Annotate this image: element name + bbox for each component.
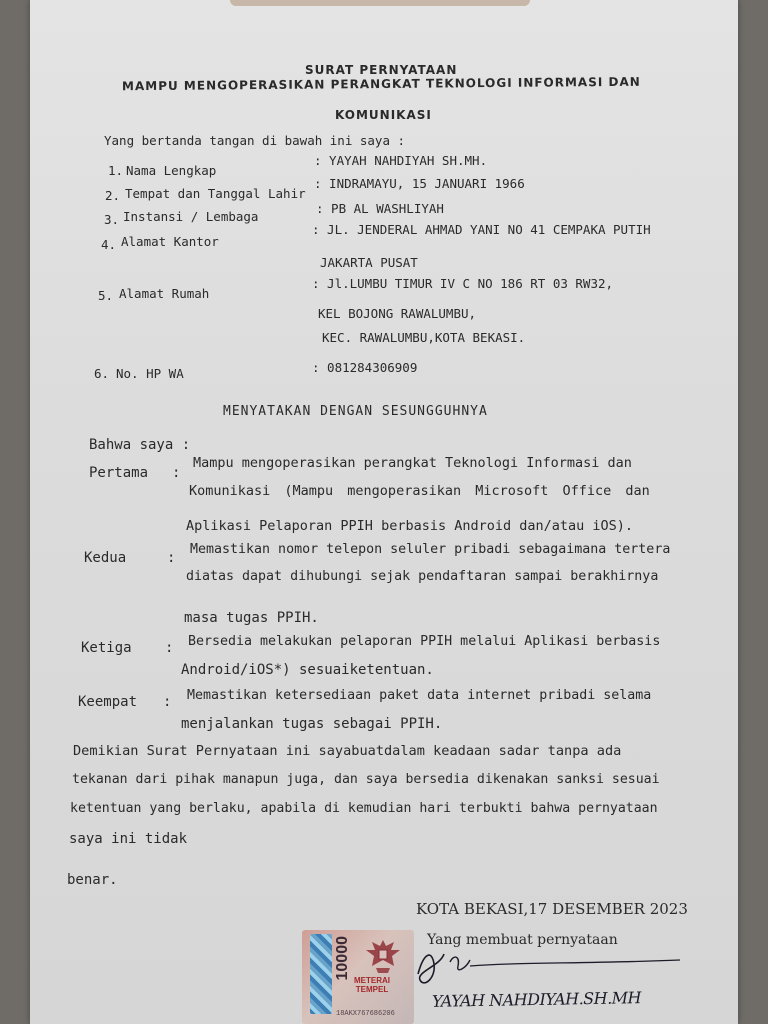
stamp-value: 10000 [334, 936, 351, 981]
field-5-value-cont2: KEC. RAWALUMBU,KOTA BEKASI. [322, 330, 526, 345]
field-3-label: Instansi / Lembaga [123, 209, 259, 224]
item-2-line-3: masa tugas PPIH. [184, 610, 319, 626]
stamp-label-line-1: METERAI [354, 976, 390, 985]
item-4-label: Keempat [78, 694, 138, 710]
hologram-strip [310, 934, 332, 1014]
field-4-value-cont: JAKARTA PUSAT [320, 255, 418, 270]
field-6-num: 6. [94, 366, 110, 381]
item-3-label: Ketiga [81, 640, 132, 656]
signature-icon [410, 944, 690, 994]
garuda-emblem-icon [364, 936, 402, 976]
document-subtitle: MAMPU MENGOPERASIKAN PERANGKAT TEKNOLOGI INFORMASI DAN [121, 74, 641, 94]
intro-text: Yang bertanda tangan di bawah ini saya : [104, 133, 406, 148]
item-3-line-1: Bersedia melakukan pelaporan PPIH melalui Aplikasi berbasis [188, 634, 661, 649]
field-1-num: 1. [108, 163, 124, 178]
item-3-colon: : [165, 640, 174, 656]
document-subtitle-cont: KOMUNIKASI [335, 108, 432, 122]
stamp-label [354, 976, 390, 994]
field-3-num: 3. [104, 212, 120, 227]
field-5-label: Alamat Rumah [119, 286, 210, 301]
meterai-stamp [302, 930, 414, 1024]
item-1-line-3: Aplikasi Pelaporan PPIH berbasis Android dan/atau iOS). [186, 518, 634, 534]
closing-line-4: saya ini tidak [69, 831, 188, 847]
item-4-colon: : [163, 694, 172, 710]
closing-end: benar. [67, 872, 118, 888]
field-2-value: : INDRAMAYU, 15 JANUARI 1966 [314, 176, 525, 191]
declaration-heading: MENYATAKAN DENGAN SESUNGGUHNYA [223, 404, 488, 419]
field-3-value: : PB AL WASHLIYAH [316, 201, 444, 216]
bahwa-text: Bahwa saya : [89, 437, 191, 453]
field-4-value: : JL. JENDERAL AHMAD YANI NO 41 CEMPAKA PUTIH [312, 222, 651, 237]
field-2-num: 2. [105, 188, 121, 203]
item-1-colon: : [172, 465, 181, 481]
stamp-serial: 18AKX767686206 [336, 1010, 395, 1018]
item-1-label: Pertama [89, 465, 149, 481]
stamp-label-line-2: TEMPEL [355, 985, 389, 994]
field-5-num: 5. [98, 288, 114, 303]
item-2-line-1: Memastikan nomor telepon seluler pribadi sebagaimana tertera [190, 542, 671, 557]
paper-edge [230, 0, 530, 6]
closing-line-3: ketentuan yang berlaku, apabila di kemudian hari terbukti bahwa pernyataan [70, 801, 658, 816]
item-2-line-2: diatas dapat dihubungi sejak pendaftaran sampai berakhirnya [186, 569, 659, 584]
field-4-label: Alamat Kantor [121, 234, 219, 249]
field-1-label: Nama Lengkap [126, 163, 217, 178]
place-date: KOTA BEKASI,17 DESEMBER 2023 [416, 900, 688, 918]
item-3-line-2: Android/iOS*) sesuaiketentuan. [181, 662, 434, 678]
item-2-label: Kedua [84, 550, 127, 566]
field-2-label: Tempat dan Tanggal Lahir [125, 186, 306, 201]
field-5-value-cont: KEL BOJONG RAWALUMBU, [318, 306, 477, 321]
field-6-label: No. HP WA [116, 366, 184, 381]
signer-caption: Yang membuat pernyataan [427, 932, 618, 948]
document-title: SURAT PERNYATAAN [305, 63, 458, 77]
document-page [30, 0, 738, 1024]
field-5-value: : Jl.LUMBU TIMUR IV C NO 186 RT 03 RW32, [312, 276, 614, 291]
item-1-line-1: Mampu mengoperasikan perangkat Teknologi Informasi dan [193, 455, 632, 471]
item-1-line-2: Komunikasi (Mampu mengoperasikan Microsoft Office dan [189, 483, 650, 499]
signer-name: YAYAH NAHDIYAH.SH.MH [431, 988, 642, 1011]
item-4-line-1: Memastikan ketersediaan paket data internet pribadi selama [187, 688, 652, 703]
field-1-value: : YAYAH NAHDIYAH SH.MH. [314, 153, 488, 168]
item-4-line-2: menjalankan tugas sebagai PPIH. [181, 716, 443, 732]
field-4-num: 4. [101, 237, 117, 252]
closing-line-1: Demikian Surat Pernyataan ini sayabuatdalam keadaan sadar tanpa ada [73, 743, 622, 759]
item-2-colon: : [167, 550, 176, 566]
closing-line-2: tekanan dari pihak manapun juga, dan saya bersedia dikenakan sanksi sesuai [72, 772, 660, 787]
field-6-value: : 081284306909 [312, 360, 418, 375]
